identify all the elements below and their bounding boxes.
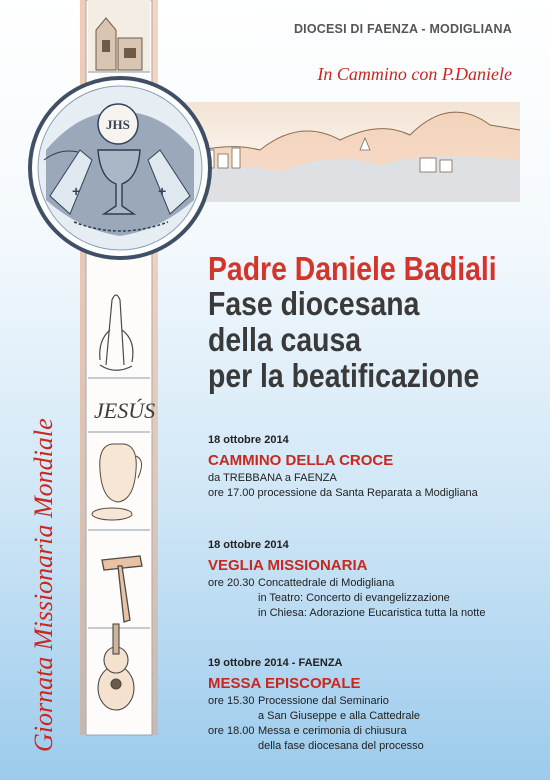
event-name: MESSA EPISCOPALE	[208, 675, 361, 692]
event-row	[208, 591, 538, 606]
event-detail: Concattedrale di Modigliana	[258, 577, 395, 589]
event-detail: Messa e cerimonia di chiusura	[258, 725, 407, 737]
title-line-2: Fase diocesana	[208, 285, 420, 322]
title-line-3: della causa	[208, 321, 362, 358]
event-subtitle: In Cammino con P.Daniele	[317, 64, 512, 84]
event-row	[208, 739, 538, 754]
event-date: 19 ottobre 2014 - FAENZA	[208, 657, 343, 669]
event-row	[208, 724, 538, 739]
diocese-name: DIOCESI DI FAENZA - MODIGLIANA	[293, 22, 512, 36]
side-caption: Giornata Missionaria Mondiale	[29, 418, 58, 752]
event-detail: in Teatro: Concerto di evangelizzazione	[258, 592, 450, 604]
event-line: ore 17.00 processione da Santa Reparata a Modigliana	[208, 487, 478, 499]
event-detail: a San Giuseppe e alla Cattedrale	[258, 710, 421, 722]
event-time: ore 20.30	[208, 577, 255, 589]
event-row	[208, 694, 538, 709]
event-time	[208, 709, 258, 724]
event-name: VEGLIA MISSIONARIA	[208, 557, 368, 574]
event-date: 18 ottobre 2014	[208, 434, 289, 446]
jhs-monogram: JHS	[106, 117, 130, 132]
event-detail: in Chiesa: Adorazione Eucaristica tutta la notte	[258, 607, 486, 619]
jesus-inscription: JESÚS	[94, 398, 156, 423]
event-cammino-della-croce	[208, 433, 538, 501]
event-name: CAMMINO DELLA CROCE	[208, 452, 394, 469]
event-messa-episcopale	[208, 656, 538, 754]
svg-text:+: +	[158, 183, 167, 199]
event-date: 18 ottobre 2014	[208, 539, 289, 551]
event-line: da TREBBANA a FAENZA	[208, 472, 337, 484]
event-time: ore 15.30	[208, 695, 255, 707]
title-line-4: per la beatificazione	[208, 357, 480, 394]
title-line-1: Padre Daniele Badiali	[208, 250, 497, 287]
event-detail: della fase diocesana del processo	[258, 740, 424, 752]
poster-title	[208, 250, 497, 394]
eucharist-medallion	[30, 78, 210, 258]
event-row	[208, 606, 538, 621]
event-time	[208, 591, 258, 606]
event-veglia-missionaria	[208, 538, 538, 621]
event-detail: Processione dal Seminario	[258, 695, 389, 707]
event-time: ore 18.00	[208, 725, 255, 737]
event-time	[208, 739, 258, 754]
event-time	[208, 606, 258, 621]
event-row	[208, 576, 538, 591]
svg-text:+: +	[72, 183, 81, 199]
event-row	[208, 709, 538, 724]
